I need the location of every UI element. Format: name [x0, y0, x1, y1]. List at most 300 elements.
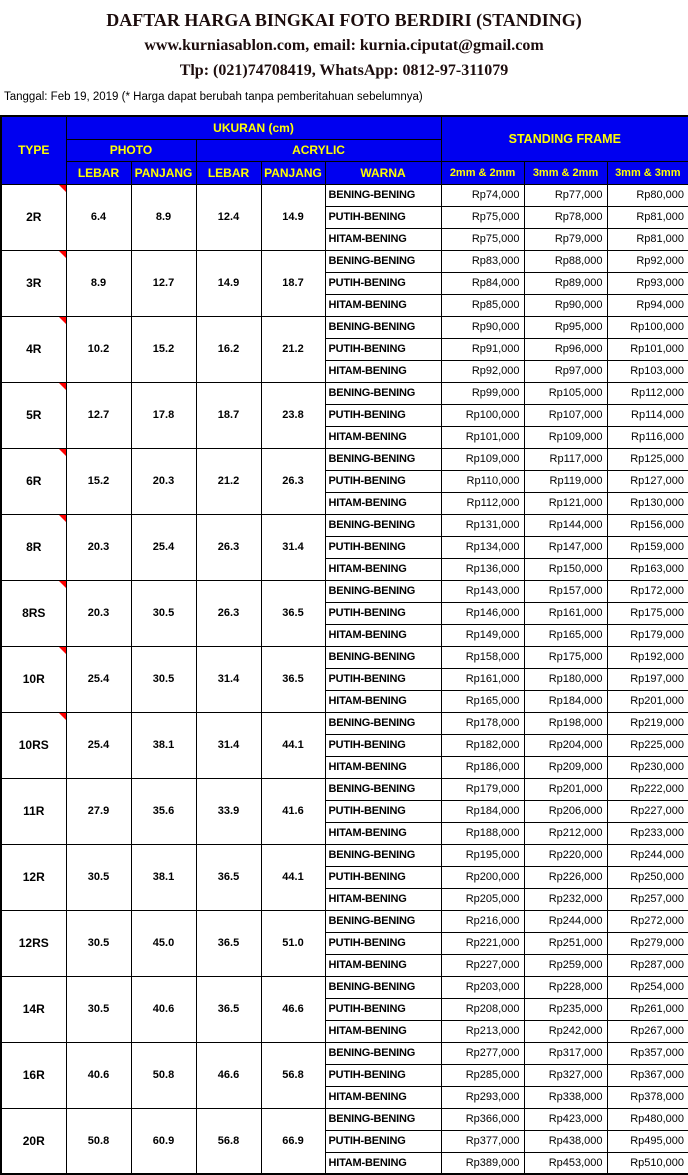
price-table-header: [1, 116, 688, 184]
table-row: [1, 712, 688, 734]
header-acrylic: ACRYLIC: [196, 139, 441, 161]
warna-cell: BENING-BENING: [325, 844, 441, 866]
header-thickness-3mm-2mm: 3mm & 2mm: [524, 161, 607, 184]
photo-panjang-cell: 45.0: [131, 910, 196, 976]
header-thickness-3mm-3mm: 3mm & 3mm: [607, 161, 688, 184]
photo-panjang-cell: 40.6: [131, 976, 196, 1042]
acrylic-lebar-cell: 31.4: [196, 712, 261, 778]
page-title: DAFTAR HARGA BINGKAI FOTO BERDIRI (STANDING): [106, 10, 582, 30]
price-cell: Rp161,000: [441, 668, 524, 690]
acrylic-panjang-cell: 44.1: [261, 712, 325, 778]
photo-panjang-cell: 20.3: [131, 448, 196, 514]
type-cell: 20R: [1, 1108, 66, 1174]
price-cell: Rp251,000: [524, 932, 607, 954]
price-cell: Rp208,000: [441, 998, 524, 1020]
table-row: [1, 646, 688, 668]
acrylic-lebar-cell: 46.6: [196, 1042, 261, 1108]
warna-cell: HITAM-BENING: [325, 426, 441, 448]
photo-panjang-cell: 50.8: [131, 1042, 196, 1108]
comment-marker-icon: [59, 449, 66, 456]
warna-cell: BENING-BENING: [325, 250, 441, 272]
website-email-line: www.kurniasablon.com, email: kurnia.ciputat@gmail.com: [144, 37, 544, 54]
type-cell: 3R: [1, 250, 66, 316]
price-cell: Rp116,000: [607, 426, 688, 448]
price-cell: Rp378,000: [607, 1086, 688, 1108]
price-cell: Rp91,000: [441, 338, 524, 360]
price-cell: Rp367,000: [607, 1064, 688, 1086]
price-cell: Rp147,000: [524, 536, 607, 558]
table-row: [1, 316, 688, 338]
acrylic-panjang-cell: 26.3: [261, 448, 325, 514]
comment-marker-icon: [59, 383, 66, 390]
warna-cell: PUTIH-BENING: [325, 1130, 441, 1152]
price-cell: Rp277,000: [441, 1042, 524, 1064]
price-cell: Rp366,000: [441, 1108, 524, 1130]
type-cell: 2R: [1, 184, 66, 250]
warna-cell: BENING-BENING: [325, 316, 441, 338]
acrylic-lebar-cell: 21.2: [196, 448, 261, 514]
price-cell: Rp228,000: [524, 976, 607, 998]
price-cell: Rp99,000: [441, 382, 524, 404]
price-cell: Rp216,000: [441, 910, 524, 932]
header-acrylic-panjang: PANJANG: [261, 161, 325, 184]
table-row: [1, 778, 688, 800]
photo-panjang-cell: 30.5: [131, 580, 196, 646]
photo-panjang-cell: 15.2: [131, 316, 196, 382]
table-row: [1, 976, 688, 998]
price-cell: Rp201,000: [607, 690, 688, 712]
price-table: [0, 115, 688, 1175]
price-cell: Rp175,000: [524, 646, 607, 668]
photo-lebar-cell: 50.8: [66, 1108, 131, 1174]
warna-cell: HITAM-BENING: [325, 756, 441, 778]
warna-cell: PUTIH-BENING: [325, 338, 441, 360]
table-row: [1, 250, 688, 272]
warna-cell: HITAM-BENING: [325, 492, 441, 514]
photo-panjang-cell: 8.9: [131, 184, 196, 250]
table-row: [1, 1042, 688, 1064]
price-cell: Rp163,000: [607, 558, 688, 580]
price-cell: Rp205,000: [441, 888, 524, 910]
price-cell: Rp105,000: [524, 382, 607, 404]
price-cell: Rp227,000: [441, 954, 524, 976]
price-cell: Rp267,000: [607, 1020, 688, 1042]
photo-lebar-cell: 27.9: [66, 778, 131, 844]
price-cell: Rp254,000: [607, 976, 688, 998]
type-cell: 10RS: [1, 712, 66, 778]
price-cell: Rp186,000: [441, 756, 524, 778]
price-cell: Rp227,000: [607, 800, 688, 822]
price-cell: Rp220,000: [524, 844, 607, 866]
price-cell: Rp510,000: [607, 1152, 688, 1174]
price-cell: Rp242,000: [524, 1020, 607, 1042]
phone-whatsapp-line: Tlp: (021)74708419, WhatsApp: 0812-97-311079: [179, 62, 509, 79]
price-cell: Rp188,000: [441, 822, 524, 844]
price-cell: Rp84,000: [441, 272, 524, 294]
warna-cell: HITAM-BENING: [325, 822, 441, 844]
price-cell: Rp232,000: [524, 888, 607, 910]
price-cell: Rp107,000: [524, 404, 607, 426]
photo-panjang-cell: 38.1: [131, 844, 196, 910]
price-cell: Rp100,000: [607, 316, 688, 338]
warna-cell: PUTIH-BENING: [325, 866, 441, 888]
price-cell: Rp244,000: [524, 910, 607, 932]
acrylic-lebar-cell: 36.5: [196, 976, 261, 1042]
warna-cell: BENING-BENING: [325, 712, 441, 734]
price-cell: Rp101,000: [607, 338, 688, 360]
photo-panjang-cell: 17.8: [131, 382, 196, 448]
acrylic-lebar-cell: 31.4: [196, 646, 261, 712]
acrylic-panjang-cell: 46.6: [261, 976, 325, 1042]
price-cell: Rp293,000: [441, 1086, 524, 1108]
warna-cell: BENING-BENING: [325, 448, 441, 470]
type-cell: 14R: [1, 976, 66, 1042]
photo-lebar-cell: 8.9: [66, 250, 131, 316]
type-cell: 8RS: [1, 580, 66, 646]
comment-marker-icon: [59, 713, 66, 720]
price-cell: Rp89,000: [524, 272, 607, 294]
acrylic-panjang-cell: 18.7: [261, 250, 325, 316]
price-cell: Rp109,000: [441, 448, 524, 470]
photo-lebar-cell: 12.7: [66, 382, 131, 448]
price-cell: Rp95,000: [524, 316, 607, 338]
price-cell: Rp78,000: [524, 206, 607, 228]
warna-cell: PUTIH-BENING: [325, 602, 441, 624]
acrylic-lebar-cell: 14.9: [196, 250, 261, 316]
price-cell: Rp213,000: [441, 1020, 524, 1042]
price-cell: Rp159,000: [607, 536, 688, 558]
warna-cell: BENING-BENING: [325, 1108, 441, 1130]
warna-cell: HITAM-BENING: [325, 294, 441, 316]
price-cell: Rp150,000: [524, 558, 607, 580]
acrylic-panjang-cell: 14.9: [261, 184, 325, 250]
price-cell: Rp233,000: [607, 822, 688, 844]
acrylic-lebar-cell: 26.3: [196, 580, 261, 646]
price-cell: Rp209,000: [524, 756, 607, 778]
price-cell: Rp81,000: [607, 228, 688, 250]
price-cell: Rp184,000: [441, 800, 524, 822]
price-cell: Rp179,000: [607, 624, 688, 646]
header-thickness-2mm-2mm: 2mm & 2mm: [441, 161, 524, 184]
acrylic-lebar-cell: 33.9: [196, 778, 261, 844]
warna-cell: PUTIH-BENING: [325, 668, 441, 690]
price-cell: Rp92,000: [441, 360, 524, 382]
acrylic-lebar-cell: 36.5: [196, 844, 261, 910]
photo-lebar-cell: 20.3: [66, 580, 131, 646]
price-cell: Rp201,000: [524, 778, 607, 800]
price-cell: Rp131,000: [441, 514, 524, 536]
price-cell: Rp103,000: [607, 360, 688, 382]
comment-marker-icon: [59, 185, 66, 192]
price-cell: Rp130,000: [607, 492, 688, 514]
price-table-body: [1, 184, 688, 1174]
warna-cell: BENING-BENING: [325, 184, 441, 206]
price-cell: Rp100,000: [441, 404, 524, 426]
warna-cell: BENING-BENING: [325, 778, 441, 800]
price-cell: Rp179,000: [441, 778, 524, 800]
photo-lebar-cell: 6.4: [66, 184, 131, 250]
price-cell: Rp244,000: [607, 844, 688, 866]
table-row: [1, 382, 688, 404]
price-cell: Rp81,000: [607, 206, 688, 228]
acrylic-lebar-cell: 26.3: [196, 514, 261, 580]
price-cell: Rp85,000: [441, 294, 524, 316]
price-cell: Rp101,000: [441, 426, 524, 448]
acrylic-lebar-cell: 36.5: [196, 910, 261, 976]
price-cell: Rp221,000: [441, 932, 524, 954]
price-cell: Rp377,000: [441, 1130, 524, 1152]
price-cell: Rp279,000: [607, 932, 688, 954]
photo-panjang-cell: 60.9: [131, 1108, 196, 1174]
price-cell: Rp225,000: [607, 734, 688, 756]
price-cell: Rp257,000: [607, 888, 688, 910]
warna-cell: BENING-BENING: [325, 1042, 441, 1064]
photo-panjang-cell: 30.5: [131, 646, 196, 712]
warna-cell: HITAM-BENING: [325, 360, 441, 382]
warna-cell: PUTIH-BENING: [325, 470, 441, 492]
price-cell: Rp184,000: [524, 690, 607, 712]
photo-lebar-cell: 30.5: [66, 976, 131, 1042]
warna-cell: BENING-BENING: [325, 976, 441, 998]
price-cell: Rp114,000: [607, 404, 688, 426]
price-cell: Rp96,000: [524, 338, 607, 360]
price-cell: Rp287,000: [607, 954, 688, 976]
header-ukuran: UKURAN (cm): [66, 116, 441, 139]
price-cell: Rp117,000: [524, 448, 607, 470]
price-cell: Rp178,000: [441, 712, 524, 734]
header-standing-frame: STANDING FRAME: [441, 116, 688, 161]
document-header: [0, 0, 688, 81]
price-cell: Rp206,000: [524, 800, 607, 822]
acrylic-panjang-cell: 41.6: [261, 778, 325, 844]
warna-cell: HITAM-BENING: [325, 1086, 441, 1108]
price-cell: Rp93,000: [607, 272, 688, 294]
acrylic-lebar-cell: 16.2: [196, 316, 261, 382]
price-cell: Rp495,000: [607, 1130, 688, 1152]
price-cell: Rp75,000: [441, 228, 524, 250]
comment-marker-icon: [59, 317, 66, 324]
price-cell: Rp195,000: [441, 844, 524, 866]
price-cell: Rp90,000: [441, 316, 524, 338]
price-cell: Rp143,000: [441, 580, 524, 602]
price-cell: Rp80,000: [607, 184, 688, 206]
price-cell: Rp149,000: [441, 624, 524, 646]
price-cell: Rp182,000: [441, 734, 524, 756]
price-cell: Rp119,000: [524, 470, 607, 492]
table-row: [1, 1108, 688, 1130]
price-cell: Rp203,000: [441, 976, 524, 998]
price-cell: Rp110,000: [441, 470, 524, 492]
header-acrylic-lebar: LEBAR: [196, 161, 261, 184]
acrylic-panjang-cell: 51.0: [261, 910, 325, 976]
header-photo-lebar: LEBAR: [66, 161, 131, 184]
warna-cell: HITAM-BENING: [325, 888, 441, 910]
price-cell: Rp144,000: [524, 514, 607, 536]
price-cell: Rp212,000: [524, 822, 607, 844]
price-cell: Rp156,000: [607, 514, 688, 536]
warna-cell: HITAM-BENING: [325, 1152, 441, 1174]
price-cell: Rp165,000: [524, 624, 607, 646]
header-photo: PHOTO: [66, 139, 196, 161]
acrylic-panjang-cell: 36.5: [261, 646, 325, 712]
date-note: Tanggal: Feb 19, 2019 (* Harga dapat berubah tanpa pemberitahuan sebelumnya): [4, 91, 423, 103]
acrylic-panjang-cell: 44.1: [261, 844, 325, 910]
warna-cell: PUTIH-BENING: [325, 272, 441, 294]
table-row: [1, 448, 688, 470]
table-row: [1, 844, 688, 866]
price-cell: Rp222,000: [607, 778, 688, 800]
price-cell: Rp146,000: [441, 602, 524, 624]
price-cell: Rp250,000: [607, 866, 688, 888]
warna-cell: PUTIH-BENING: [325, 998, 441, 1020]
price-cell: Rp112,000: [607, 382, 688, 404]
photo-lebar-cell: 15.2: [66, 448, 131, 514]
price-cell: Rp317,000: [524, 1042, 607, 1064]
photo-lebar-cell: 40.6: [66, 1042, 131, 1108]
price-cell: Rp79,000: [524, 228, 607, 250]
comment-marker-icon: [59, 581, 66, 588]
price-cell: Rp125,000: [607, 448, 688, 470]
table-row: [1, 910, 688, 932]
price-cell: Rp136,000: [441, 558, 524, 580]
warna-cell: BENING-BENING: [325, 514, 441, 536]
warna-cell: HITAM-BENING: [325, 624, 441, 646]
price-cell: Rp338,000: [524, 1086, 607, 1108]
photo-lebar-cell: 10.2: [66, 316, 131, 382]
price-cell: Rp75,000: [441, 206, 524, 228]
price-cell: Rp261,000: [607, 998, 688, 1020]
type-cell: 12RS: [1, 910, 66, 976]
warna-cell: HITAM-BENING: [325, 558, 441, 580]
warna-cell: PUTIH-BENING: [325, 932, 441, 954]
acrylic-lebar-cell: 56.8: [196, 1108, 261, 1174]
warna-cell: HITAM-BENING: [325, 690, 441, 712]
acrylic-panjang-cell: 21.2: [261, 316, 325, 382]
price-cell: Rp88,000: [524, 250, 607, 272]
price-cell: Rp172,000: [607, 580, 688, 602]
price-cell: Rp180,000: [524, 668, 607, 690]
price-cell: Rp127,000: [607, 470, 688, 492]
photo-panjang-cell: 12.7: [131, 250, 196, 316]
price-cell: Rp161,000: [524, 602, 607, 624]
price-cell: Rp74,000: [441, 184, 524, 206]
photo-panjang-cell: 38.1: [131, 712, 196, 778]
price-cell: Rp192,000: [607, 646, 688, 668]
photo-lebar-cell: 25.4: [66, 712, 131, 778]
warna-cell: BENING-BENING: [325, 580, 441, 602]
acrylic-lebar-cell: 18.7: [196, 382, 261, 448]
type-cell: 6R: [1, 448, 66, 514]
acrylic-panjang-cell: 23.8: [261, 382, 325, 448]
warna-cell: BENING-BENING: [325, 646, 441, 668]
type-cell: 11R: [1, 778, 66, 844]
comment-marker-icon: [59, 251, 66, 258]
acrylic-panjang-cell: 31.4: [261, 514, 325, 580]
price-cell: Rp198,000: [524, 712, 607, 734]
price-cell: Rp83,000: [441, 250, 524, 272]
type-cell: 10R: [1, 646, 66, 712]
price-cell: Rp438,000: [524, 1130, 607, 1152]
price-cell: Rp90,000: [524, 294, 607, 316]
price-cell: Rp259,000: [524, 954, 607, 976]
table-row: [1, 184, 688, 206]
warna-cell: PUTIH-BENING: [325, 734, 441, 756]
acrylic-lebar-cell: 12.4: [196, 184, 261, 250]
warna-cell: PUTIH-BENING: [325, 1064, 441, 1086]
price-cell: Rp200,000: [441, 866, 524, 888]
price-cell: Rp230,000: [607, 756, 688, 778]
price-cell: Rp165,000: [441, 690, 524, 712]
price-cell: Rp92,000: [607, 250, 688, 272]
price-cell: Rp453,000: [524, 1152, 607, 1174]
price-cell: Rp480,000: [607, 1108, 688, 1130]
price-cell: Rp109,000: [524, 426, 607, 448]
price-cell: Rp197,000: [607, 668, 688, 690]
price-cell: Rp175,000: [607, 602, 688, 624]
acrylic-panjang-cell: 56.8: [261, 1042, 325, 1108]
warna-cell: HITAM-BENING: [325, 1020, 441, 1042]
header-type: TYPE: [1, 116, 66, 184]
photo-panjang-cell: 35.6: [131, 778, 196, 844]
photo-lebar-cell: 30.5: [66, 910, 131, 976]
photo-panjang-cell: 25.4: [131, 514, 196, 580]
type-cell: 8R: [1, 514, 66, 580]
price-cell: Rp157,000: [524, 580, 607, 602]
type-cell: 4R: [1, 316, 66, 382]
table-row: [1, 514, 688, 536]
price-cell: Rp97,000: [524, 360, 607, 382]
header-warna: WARNA: [325, 161, 441, 184]
warna-cell: PUTIH-BENING: [325, 800, 441, 822]
acrylic-panjang-cell: 66.9: [261, 1108, 325, 1174]
warna-cell: BENING-BENING: [325, 910, 441, 932]
photo-lebar-cell: 30.5: [66, 844, 131, 910]
type-cell: 12R: [1, 844, 66, 910]
warna-cell: PUTIH-BENING: [325, 404, 441, 426]
acrylic-panjang-cell: 36.5: [261, 580, 325, 646]
price-cell: Rp77,000: [524, 184, 607, 206]
price-cell: Rp389,000: [441, 1152, 524, 1174]
table-row: [1, 580, 688, 602]
price-cell: Rp226,000: [524, 866, 607, 888]
price-cell: Rp134,000: [441, 536, 524, 558]
warna-cell: PUTIH-BENING: [325, 536, 441, 558]
photo-lebar-cell: 25.4: [66, 646, 131, 712]
comment-marker-icon: [59, 515, 66, 522]
price-cell: Rp272,000: [607, 910, 688, 932]
price-cell: Rp204,000: [524, 734, 607, 756]
price-cell: Rp285,000: [441, 1064, 524, 1086]
warna-cell: HITAM-BENING: [325, 954, 441, 976]
price-cell: Rp112,000: [441, 492, 524, 514]
price-cell: Rp327,000: [524, 1064, 607, 1086]
comment-marker-icon: [59, 647, 66, 654]
type-cell: 5R: [1, 382, 66, 448]
price-cell: Rp219,000: [607, 712, 688, 734]
price-cell: Rp235,000: [524, 998, 607, 1020]
warna-cell: HITAM-BENING: [325, 228, 441, 250]
price-cell: Rp121,000: [524, 492, 607, 514]
warna-cell: PUTIH-BENING: [325, 206, 441, 228]
warna-cell: BENING-BENING: [325, 382, 441, 404]
price-cell: Rp158,000: [441, 646, 524, 668]
price-cell: Rp357,000: [607, 1042, 688, 1064]
price-cell: Rp423,000: [524, 1108, 607, 1130]
photo-lebar-cell: 20.3: [66, 514, 131, 580]
type-cell: 16R: [1, 1042, 66, 1108]
price-cell: Rp94,000: [607, 294, 688, 316]
header-photo-panjang: PANJANG: [131, 161, 196, 184]
